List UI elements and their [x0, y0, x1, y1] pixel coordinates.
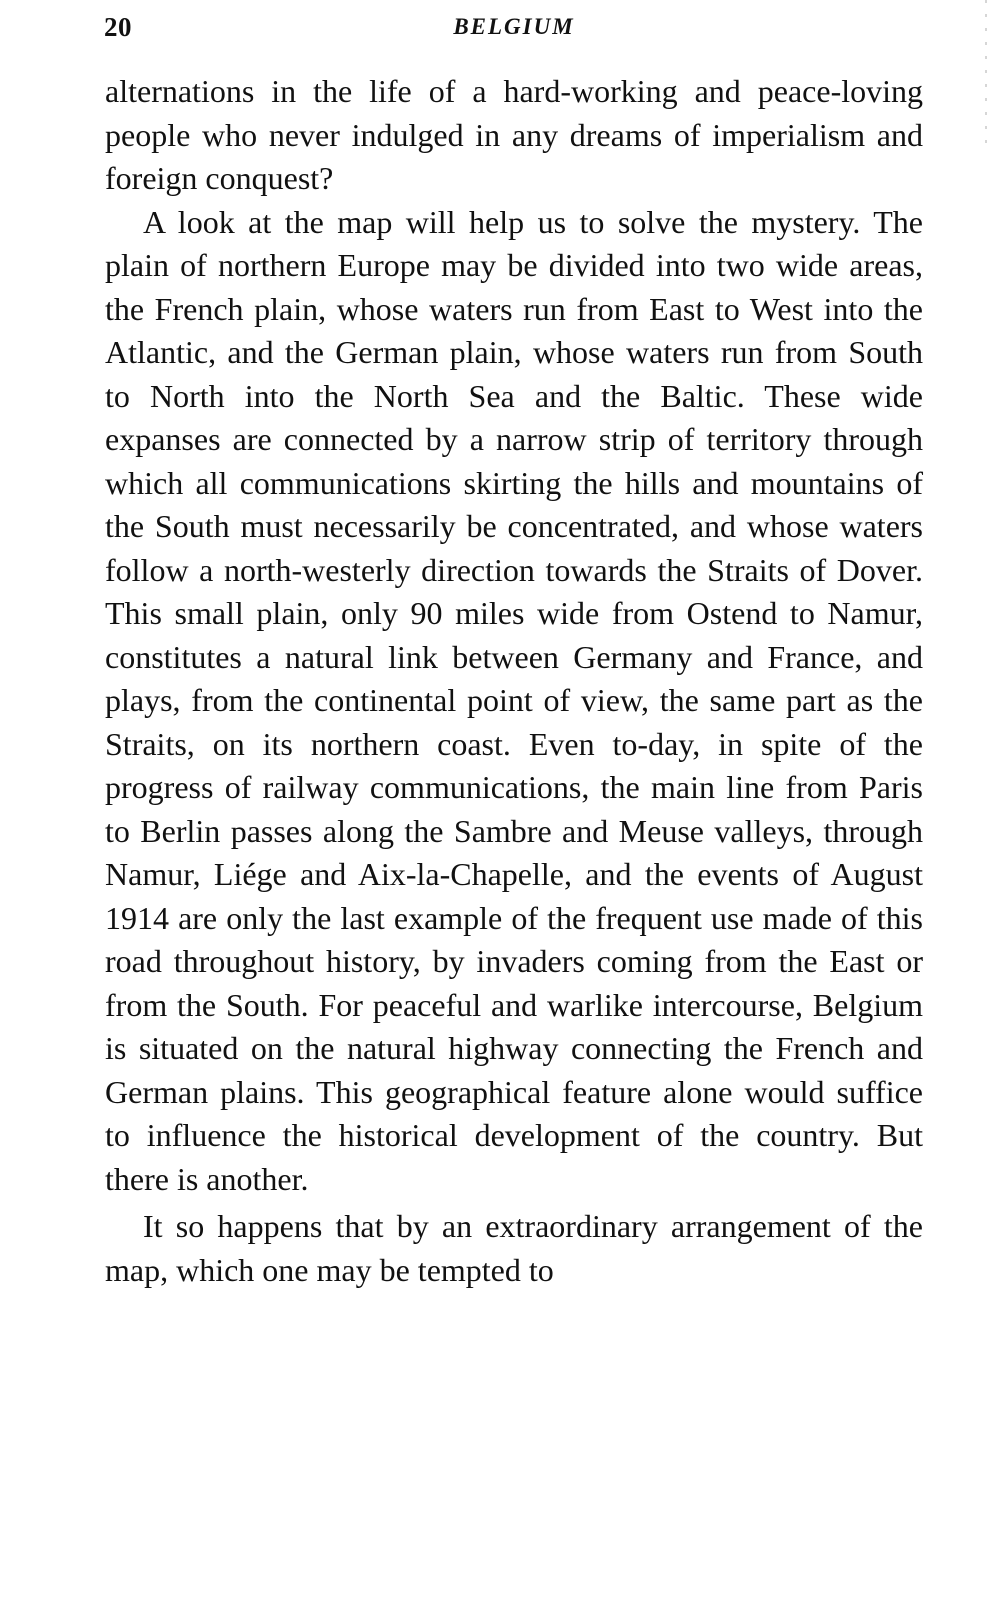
running-title: BELGIUM [453, 14, 575, 39]
paragraph-arrangement: It so happens that by an extraordinary arrangement of the map, which one may be tempted to [105, 1208, 923, 1288]
paragraph-map: A look at the map will help us to solve the mystery. The plain of northern Europe may be divided into two wide areas, the French plain, whose waters run from East to West into the Atlantic, and the German plain, whose waters run from South to North into the North Sea and the Baltic. These wide expanses are connected by a narrow strip of territory through which all communications skirting the hills and mountains of the South must necessarily be concentrated, and whose waters follow a north-westerly direction towards the Straits of Dover. This small plain, only 90 miles wide from Ostend to Namur, constitutes a natural link between Germany and France, and plays, from the continental point of view, the same part as the Straits, on its northern coast. Even to-day, in spite of the progress of railway communications, the main line from Paris to Berlin passes along the Sambre and Meuse valleys, through Namur, Liége and Aix-la-Chapelle, and the events of August 1914 are only the last example of the frequent use made of this road throughout history, by invaders coming from the East or from the South. For peaceful and warlike intercourse, Belgium is situated on the natural highway connecting the French and German plains. This geographical feature alone would suffice to influence the historical development of the country. But there is another. [105, 203, 923, 1197]
paragraph-continuation: alternations in the life of a hard-working and peace-loving people who never indulged in any dreams of imperialism and foreign conquest? [105, 73, 923, 196]
body-text [105, 70, 923, 1292]
page-edge-mark [985, 0, 987, 150]
running-head [104, 12, 924, 46]
page-number: 20 [104, 12, 132, 42]
